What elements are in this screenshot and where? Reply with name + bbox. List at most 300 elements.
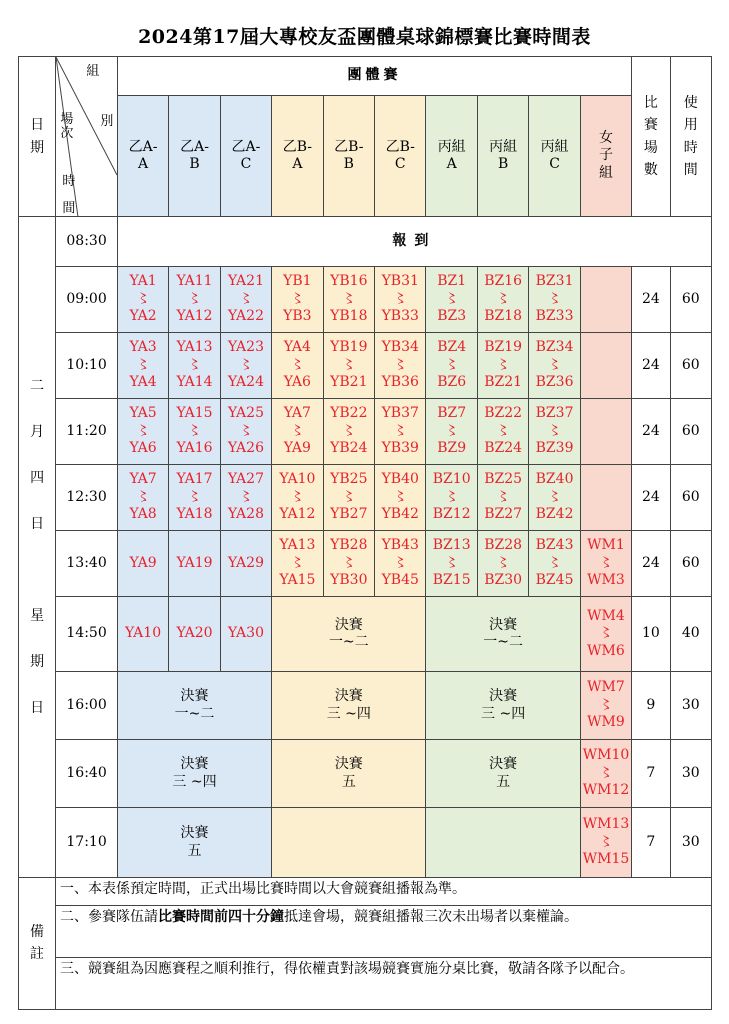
match-cell-text: YB34 [381, 339, 419, 356]
duration-cell [670, 267, 711, 333]
duration-cell-text: 30 [681, 696, 700, 713]
match-cell [117, 597, 168, 672]
match-cell-text: YA26 [227, 440, 264, 457]
women-cell-text: 〻 [599, 764, 613, 781]
final-cell [272, 672, 426, 740]
notes-label-char: 備 [30, 923, 44, 940]
date-char: 四 [30, 470, 45, 486]
match-cell-text: YA8 [129, 506, 157, 523]
final-cell-text: 五 [341, 773, 356, 790]
duration-cell [670, 597, 711, 672]
women-cell-text: 〻 [599, 625, 613, 642]
team-event-header: 團體賽 [117, 57, 631, 96]
matches-cell [632, 267, 670, 333]
header-row-1 [19, 57, 712, 96]
matches-cell-text: 7 [646, 764, 656, 781]
group-header-1 [169, 96, 220, 217]
match-cell-text: YB24 [330, 440, 368, 457]
time-cell-text: 09:00 [66, 290, 107, 307]
match-cell-text: BZ42 [535, 506, 574, 523]
match-cell-text: YA12 [176, 308, 213, 325]
match-cell-text: YA30 [227, 625, 264, 642]
match-cell [117, 267, 168, 333]
report-row [19, 217, 712, 267]
match-cell [169, 531, 220, 597]
match-cell [477, 531, 528, 597]
schedule-row [19, 465, 712, 531]
match-cell-text: BZ12 [432, 506, 471, 523]
match-cell-text: YB43 [381, 537, 419, 554]
group-header-text: B [343, 156, 354, 172]
match-cell [529, 267, 580, 333]
match-cell-text: 〻 [136, 488, 151, 505]
note-2-post: 抵達會場，競賽組播報三次未出場者以棄權論。 [284, 909, 578, 925]
match-cell-text: BZ33 [535, 308, 574, 325]
date-char: 日 [30, 516, 45, 532]
final-cell-text: 決賽 [334, 756, 363, 772]
final-cell [272, 740, 426, 808]
note-2-bold: 比賽時間前四十分鐘 [158, 909, 284, 925]
match-cell [323, 531, 374, 597]
date-header-char: 日 [30, 117, 45, 134]
match-cell-text: BZ15 [432, 572, 471, 589]
match-cell-text: YA18 [176, 506, 213, 523]
match-cell [426, 333, 477, 399]
match-cell [272, 465, 323, 531]
women-cell [580, 672, 631, 740]
corner-ci: 次 [60, 126, 74, 141]
match-cell-text: 〻 [393, 422, 408, 439]
final-cell-text: 決賽 [180, 825, 209, 841]
match-cell-text: 〻 [393, 488, 408, 505]
notes-table [18, 877, 712, 1010]
duration-header-char: 用 [683, 117, 698, 134]
match-cell-text: 〻 [547, 554, 562, 571]
match-cell [375, 399, 426, 465]
match-cell [375, 531, 426, 597]
match-cell [220, 465, 271, 531]
duration-cell [670, 333, 711, 399]
match-cell-text: 〻 [444, 554, 459, 571]
match-cell-text: YB25 [330, 471, 368, 488]
time-cell-text: 10:10 [66, 356, 107, 373]
match-cell-text: 〻 [496, 488, 511, 505]
women-cell [580, 399, 631, 465]
match-cell [220, 399, 271, 465]
match-cell-text: 〻 [444, 488, 459, 505]
women-cell-text: WM10 [582, 747, 630, 764]
match-cell [220, 267, 271, 333]
matches-header-char: 場 [643, 139, 658, 156]
matches-cell-text: 24 [641, 290, 660, 307]
date-char: 二 [30, 378, 45, 394]
match-cell-text: BZ36 [535, 374, 574, 391]
match-cell-text: YA10 [125, 625, 162, 642]
match-cell-text: YA7 [129, 471, 157, 488]
schedule-row [19, 672, 712, 740]
group-header-text: A [138, 156, 149, 172]
match-cell-text: 〻 [238, 356, 253, 373]
corner-chang: 場 [60, 112, 74, 127]
date-header [19, 57, 56, 217]
date-char: 期 [30, 654, 45, 670]
match-cell-text: BZ22 [484, 405, 523, 422]
match-cell-text: YA25 [227, 405, 264, 422]
date-cell [19, 217, 56, 878]
group-header-text: 丙組 [437, 138, 466, 155]
duration-cell [670, 808, 711, 878]
time-cell-text: 16:00 [66, 696, 107, 713]
schedule-row [19, 333, 712, 399]
match-cell-text: YB40 [381, 471, 419, 488]
match-cell-text: YB16 [330, 273, 368, 290]
match-cell-text: 〻 [393, 356, 408, 373]
duration-cell-text: 60 [681, 554, 700, 571]
match-cell [375, 267, 426, 333]
match-cell [323, 465, 374, 531]
matches-cell [632, 531, 670, 597]
group-header-text: 乙B- [334, 138, 364, 155]
final-cell [426, 597, 580, 672]
date-char: 日 [30, 700, 45, 716]
time-cell [56, 267, 118, 333]
duration-cell [670, 672, 711, 740]
match-cell-text: BZ9 [437, 440, 467, 457]
final-cell [117, 672, 271, 740]
final-cell [426, 740, 580, 808]
match-cell [477, 399, 528, 465]
corner-zu: 組 [86, 64, 100, 79]
match-cell-text: BZ37 [535, 405, 574, 422]
match-cell-text: YA13 [279, 537, 316, 554]
group-header-text: 乙B- [282, 138, 313, 155]
group-header-text: 組 [599, 164, 613, 181]
time-cell-text: 13:40 [66, 554, 107, 571]
note-3: 三、競賽組為因應賽程之順利推行，得依權責對該場競賽實施分桌比賽，敬請各隊予以配合。 [56, 958, 712, 1010]
group-header-text: B [497, 156, 509, 172]
final-cell-text: 決賽 [180, 688, 209, 704]
match-cell-text: YA13 [176, 339, 213, 356]
matches-header [632, 57, 670, 217]
note-2-pre: 二、參賽隊伍請 [60, 909, 158, 925]
match-cell-text: BZ27 [484, 506, 523, 523]
matches-cell [632, 740, 670, 808]
group-header-text: 乙A- [180, 138, 209, 155]
group-header-row [19, 96, 712, 217]
match-cell-text: YA23 [227, 339, 264, 356]
match-cell-text: YA22 [227, 308, 264, 325]
final-cell-text: 一~二 [174, 705, 215, 722]
matches-cell-text: 9 [646, 696, 656, 713]
match-cell-text: 〻 [341, 554, 356, 571]
matches-cell [632, 333, 670, 399]
match-cell-text: YA9 [129, 554, 157, 571]
match-cell-text: 〻 [547, 422, 562, 439]
match-cell-text: YA10 [279, 471, 316, 488]
duration-cell-text: 40 [681, 625, 700, 642]
match-cell [529, 399, 580, 465]
match-cell-text: 〻 [341, 290, 356, 307]
match-cell-text: YB31 [381, 273, 419, 290]
match-cell-text: BZ10 [432, 471, 471, 488]
group-header-7 [477, 96, 528, 217]
match-cell-text: 〻 [496, 290, 511, 307]
corner-shi: 時 [62, 174, 76, 189]
women-cell [580, 465, 631, 531]
match-cell [117, 333, 168, 399]
date-char [35, 562, 39, 578]
match-cell-text: 〻 [136, 356, 151, 373]
date-header-char: 期 [30, 139, 45, 156]
group-header-0 [117, 96, 168, 217]
match-cell [323, 333, 374, 399]
final-cell-text: 三 ~四 [172, 773, 217, 790]
match-cell-text: YA7 [283, 405, 311, 422]
match-cell-text: YB33 [381, 308, 419, 325]
match-cell-text: YB1 [283, 273, 312, 290]
match-cell-text: 〻 [444, 356, 459, 373]
group-header-text: 乙A- [128, 138, 158, 155]
empty-cell [426, 808, 580, 878]
duration-cell-text: 30 [681, 833, 700, 850]
matches-cell [632, 465, 670, 531]
match-cell [169, 597, 220, 672]
match-cell-text: YA2 [129, 308, 157, 325]
match-cell-text: YA29 [227, 554, 264, 571]
match-cell-text: YA1 [129, 273, 157, 290]
match-cell [323, 399, 374, 465]
group-header-5 [375, 96, 426, 217]
match-cell-text: 〻 [238, 290, 253, 307]
matches-cell [632, 597, 670, 672]
match-cell-text: YB22 [330, 405, 368, 422]
time-cell: 08:30 [56, 217, 118, 267]
match-cell-text: YA16 [176, 440, 213, 457]
match-cell-text: BZ6 [437, 374, 467, 391]
schedule-table [18, 56, 712, 878]
match-cell-text: BZ3 [437, 308, 467, 325]
notes-label-char: 註 [30, 946, 44, 963]
schedule-row [19, 597, 712, 672]
match-cell-text: 〻 [547, 488, 562, 505]
page-title: 2024第17屆大專校友盃團體桌球錦標賽比賽時間表 [138, 26, 591, 48]
match-cell-text: 〻 [496, 422, 511, 439]
match-cell-text: BZ25 [484, 471, 523, 488]
match-cell-text: BZ31 [535, 273, 574, 290]
women-cell-text: WM4 [587, 607, 625, 624]
match-cell [272, 399, 323, 465]
match-cell [169, 399, 220, 465]
matches-header-char: 比 [643, 94, 658, 111]
match-cell-text: BZ16 [484, 273, 523, 290]
match-cell-text: YA28 [227, 506, 264, 523]
final-cell-text: 一~二 [328, 634, 369, 650]
match-cell-text: YA3 [129, 339, 157, 356]
note-2 [56, 906, 712, 958]
group-header-text: A [292, 156, 303, 172]
match-cell-text: 〻 [136, 290, 151, 307]
group-header-text: 乙A- [231, 138, 261, 155]
final-cell-text: 一~二 [483, 634, 523, 650]
women-cell-text: WM13 [582, 816, 630, 833]
final-cell-text: 五 [496, 773, 511, 790]
women-cell-text: 〻 [599, 554, 613, 571]
matches-cell-text: 24 [641, 488, 660, 505]
match-cell-text: YA21 [227, 273, 264, 290]
final-cell-text: 決賽 [334, 616, 363, 633]
match-cell [117, 399, 168, 465]
women-cell-text: WM6 [587, 642, 625, 659]
match-cell [529, 531, 580, 597]
time-cell [56, 531, 118, 597]
match-cell-text: BZ28 [484, 537, 523, 554]
women-cell-text: WM1 [587, 537, 625, 554]
group-header-text: A [446, 156, 457, 172]
date-char: 星 [30, 608, 45, 624]
time-cell-text: 16:40 [66, 764, 107, 781]
schedule-row [19, 399, 712, 465]
group-header-text: 子 [599, 147, 613, 164]
matches-cell-text: 7 [646, 833, 656, 850]
match-cell-text: 〻 [547, 356, 562, 373]
duration-header-char: 使 [683, 94, 698, 111]
duration-cell-text: 60 [681, 488, 700, 505]
match-cell-text: 〻 [290, 422, 305, 439]
group-header-text: 丙組 [540, 138, 569, 155]
matches-cell [632, 399, 670, 465]
match-cell-text: YA27 [227, 471, 264, 488]
group-header-text: C [549, 156, 560, 172]
notes-label [19, 878, 56, 1010]
match-cell-text: 〻 [136, 422, 151, 439]
match-cell [169, 465, 220, 531]
match-cell-text: 〻 [238, 422, 253, 439]
duration-cell-text: 60 [681, 290, 700, 307]
match-cell-text: BZ34 [535, 339, 574, 356]
match-cell [272, 267, 323, 333]
matches-cell-text: 10 [641, 625, 660, 642]
group-header-8 [529, 96, 580, 217]
match-cell [272, 333, 323, 399]
match-cell-text: 〻 [341, 356, 356, 373]
match-cell [426, 399, 477, 465]
time-cell-text: 12:30 [66, 488, 107, 505]
schedule-row [19, 808, 712, 878]
match-cell-text: 〻 [496, 356, 511, 373]
time-cell-text: 17:10 [66, 833, 107, 850]
match-cell-text: 〻 [496, 554, 511, 571]
match-cell [477, 267, 528, 333]
match-cell-text: YB39 [381, 440, 419, 457]
group-header-text: 女 [599, 129, 613, 146]
duration-header-char: 間 [683, 161, 698, 178]
time-cell-text: 11:20 [66, 422, 107, 439]
group-header-9 [580, 96, 631, 217]
match-cell-text: YA6 [283, 374, 311, 391]
matches-cell [632, 672, 670, 740]
match-cell-text: YA20 [176, 625, 213, 642]
date-char: 月 [30, 424, 45, 440]
match-cell [529, 465, 580, 531]
match-cell-text: YA24 [227, 374, 264, 391]
match-cell [169, 267, 220, 333]
women-cell [580, 740, 631, 808]
match-cell-text: 〻 [238, 488, 253, 505]
duration-cell [670, 399, 711, 465]
match-cell [220, 531, 271, 597]
match-cell-text: YA9 [283, 440, 311, 457]
women-cell-text: WM3 [587, 572, 625, 589]
time-cell [56, 672, 118, 740]
match-cell [323, 267, 374, 333]
match-cell-text: 〻 [290, 356, 305, 373]
duration-cell [670, 740, 711, 808]
match-cell-text: YA15 [176, 405, 213, 422]
match-cell-text: 〻 [290, 488, 305, 505]
final-cell-text: 三 ~四 [326, 705, 371, 722]
match-cell-text: YA12 [279, 506, 316, 523]
women-cell-text: WM15 [582, 851, 630, 868]
match-cell-text: YB42 [381, 506, 419, 523]
match-cell-text: BZ21 [484, 374, 523, 391]
corner-jian: 間 [62, 201, 76, 216]
match-cell [426, 267, 477, 333]
duration-cell [670, 531, 711, 597]
match-cell-text: YB28 [330, 537, 368, 554]
group-header-text: 乙B- [385, 138, 415, 155]
match-cell-text: BZ19 [484, 339, 523, 356]
report-label: 報到 [117, 217, 711, 267]
group-header-text: B [189, 156, 200, 172]
match-cell-text: 〻 [393, 554, 408, 571]
time-cell [56, 399, 118, 465]
match-cell-text: YB45 [381, 572, 419, 589]
match-cell-text: BZ24 [484, 440, 523, 457]
match-cell-text: BZ18 [484, 308, 523, 325]
group-header-text: 丙組 [489, 138, 518, 155]
match-cell [375, 333, 426, 399]
corner-bie: 別 [100, 114, 114, 129]
matches-header-char: 數 [643, 161, 658, 178]
match-cell [272, 531, 323, 597]
women-cell-text: 〻 [599, 696, 613, 713]
final-cell-text: 決賽 [489, 756, 518, 772]
final-cell [117, 740, 271, 808]
women-cell-text: WM12 [582, 782, 630, 799]
note-1: 一、本表係預定時間，正式出場比賽時間以大會競賽組播報為準。 [56, 878, 712, 906]
match-cell-text: YA6 [129, 440, 157, 457]
schedule-row [19, 267, 712, 333]
match-cell [529, 333, 580, 399]
time-cell-text: 14:50 [66, 625, 107, 642]
match-cell [117, 531, 168, 597]
duration-cell-text: 60 [681, 356, 700, 373]
time-cell [56, 465, 118, 531]
group-header-2 [220, 96, 271, 217]
duration-header-char: 時 [683, 139, 698, 156]
final-cell-text: 五 [187, 842, 202, 859]
time-cell [56, 808, 118, 878]
match-cell-text: YA15 [279, 572, 316, 589]
match-cell-text: BZ1 [437, 273, 467, 290]
match-cell-text: BZ43 [535, 537, 574, 554]
final-cell-text: 決賽 [489, 616, 518, 633]
group-header-6 [426, 96, 477, 217]
match-cell-text: BZ39 [535, 440, 574, 457]
women-cell-text: WM7 [587, 679, 625, 696]
final-cell-text: 決賽 [180, 756, 209, 772]
match-cell-text: YA5 [129, 405, 157, 422]
